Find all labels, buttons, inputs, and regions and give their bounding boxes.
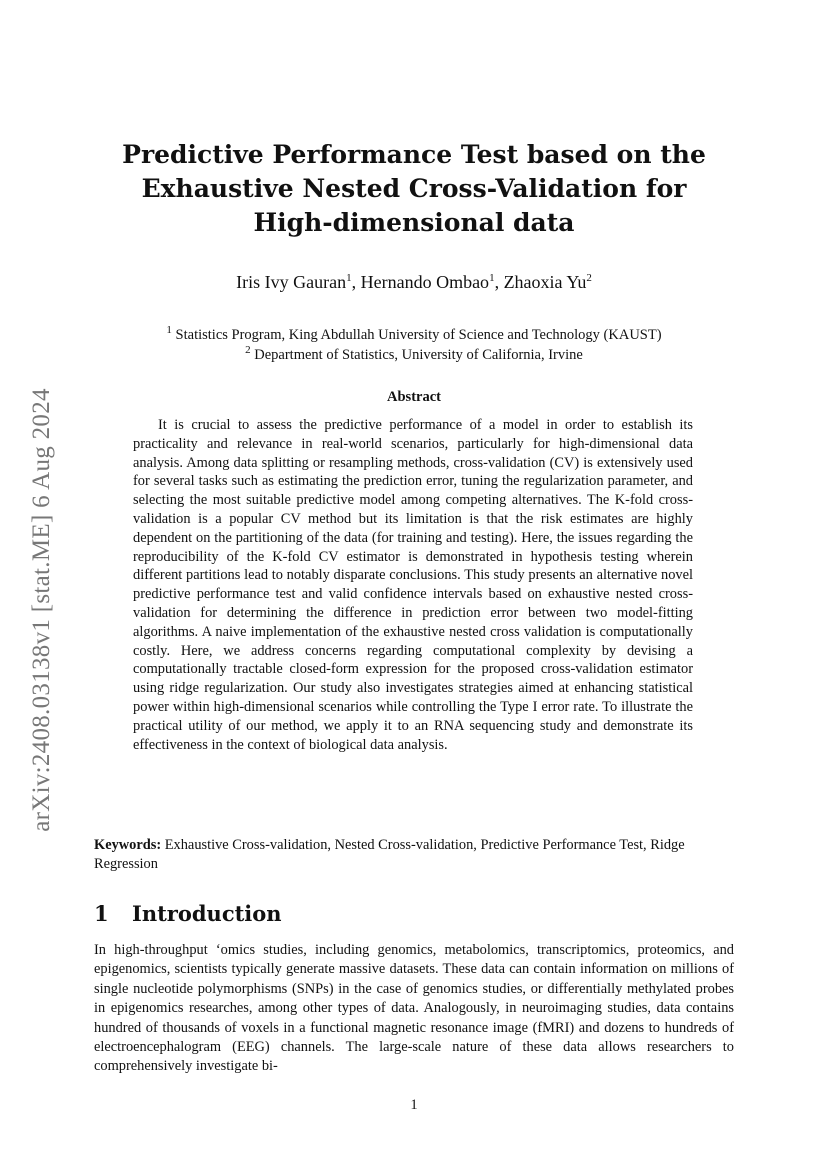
author-sep: , — [494, 272, 504, 292]
affiliation — [100, 345, 728, 365]
author-affil-mark: 1 — [489, 272, 495, 284]
section-title: Introduction — [132, 901, 282, 926]
author-name: Iris Ivy Gauran — [236, 272, 347, 292]
arxiv-identifier-text: arXiv:2408.03138v1 [stat.ME] 6 Aug 2024 — [28, 388, 55, 832]
affiliation-mark: 2 — [245, 344, 251, 357]
author-list — [100, 272, 728, 293]
affiliation-text: Statistics Program, King Abdullah University of Science and Technology (KAUST) — [171, 327, 662, 343]
author-affil-mark: 1 — [346, 272, 352, 284]
keywords-label: Keywords: — [94, 837, 162, 853]
author-name: Zhaoxia Yu — [503, 272, 587, 292]
affiliation-text: Department of Statistics, University of California, Irvine — [250, 347, 583, 363]
author-name: Hernando Ombao — [360, 272, 490, 292]
section-heading — [94, 901, 282, 926]
keywords — [94, 836, 734, 874]
title-line: Predictive Performance Test based on the — [122, 140, 706, 169]
page-number: 1 — [410, 1097, 418, 1113]
keywords-text: Exhaustive Cross-validation, Nested Cross-validation, Predictive Performance Test, Ridge Regression — [94, 837, 685, 872]
abstract-body: It is crucial to assess the predictive performance of a model in order to establish its practicality and relevance in real-world scenarios, particularly for high-dimensional data analysis. Among data splitting or resampling methods, cross-validation (CV) is extensively used for several tasks such as estimating the prediction error, tuning the regularization parameter, and selecting the most suitable predictive model among competing alternatives. The K-fold cross-validation is a popular CV method but its limitation is that the risk estimates are highly dependent on the partitioning of the data (for training and testing). Here, the issues regarding the reproducibility of the K-fold CV estimator is demonstrated in hypothesis testing wherein different partitions lead to notably disparate conclusions. This study presents an alternative novel predictive performance test and valid confidence intervals based on exhaustive nested cross-validation for determining the difference in prediction error between two model-fitting algorithms. A naive implementation of the exhaustive nested cross validation is computationally costly. Here, we address concerns regarding computational complexity by devising a computationally tractable closed-form expression for the proposed cross-validation estimator using ridge regularization. Our study also investigates strategies aimed at enhancing statistical power within high-dimensional scenarios while controlling the Type I error rate. To illustrate the practical utility of our method, we apply it to an RNA sequencing study and demonstrate its effectiveness in the context of biological data analysis. — [133, 417, 693, 753]
affiliation-mark: 1 — [166, 324, 172, 337]
affiliation — [100, 325, 728, 345]
author-sep: , — [351, 272, 361, 292]
arxiv-identifier — [22, 360, 62, 860]
section-number: 1 — [94, 901, 109, 926]
affiliations — [100, 325, 728, 365]
title-line: High-dimensional data — [253, 208, 575, 237]
author-affil-mark: 2 — [586, 272, 592, 284]
title-line: Exhaustive Nested Cross-Validation for — [141, 174, 687, 203]
abstract-heading: Abstract — [387, 389, 441, 405]
paper-title — [100, 138, 728, 240]
intro-paragraph: In high-throughput ‘omics studies, including genomics, metabolomics, transcriptomics, proteomics, and epigenomics, scientists typically generate massive datasets. These data can contain information on millions of single nucleotide polymorphisms (SNPs) in the case of genomics studies, or differentially methylated probes in epigenomics researches, among other types of data. Analogously, in neuroimaging studies, data contains hundred of thousands of voxels in a functional magnetic resonance image (fMRI) and dozens to hundreds of electroencephalogram (EEG) channels. The large-scale nature of these data allows researchers to comprehensively investigate bi- — [94, 942, 734, 1075]
